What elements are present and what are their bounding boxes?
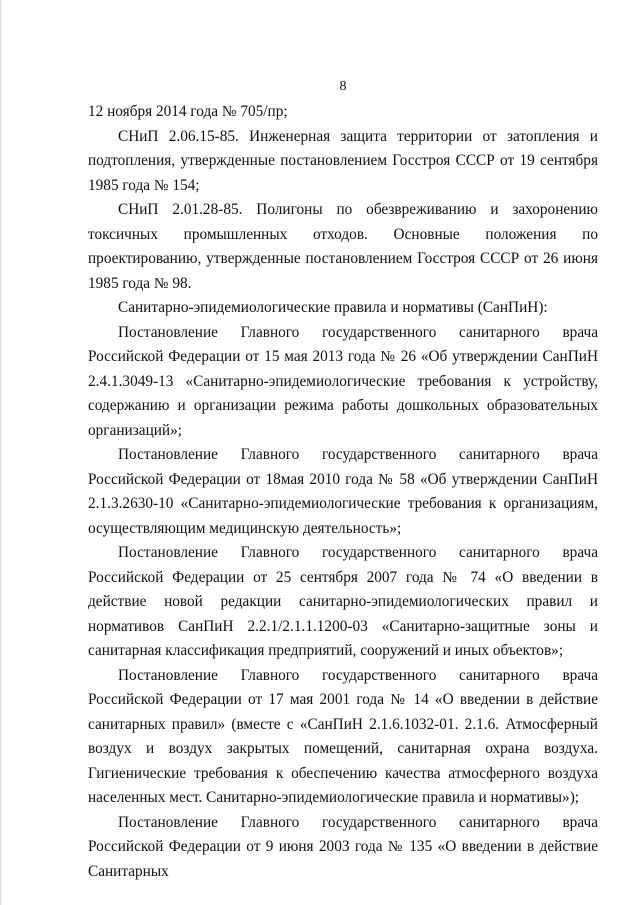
paragraph: Санитарно-эпидемиологические правила и нормативы (СанПиН):	[118, 299, 548, 316]
paragraph: Постановление Главного государственного санитарного врача Российской Федерации от 15 мая 2013 года № 26 «Об утверждении СанПиН 2.4.1.3049-13 «Санитарно-эпидемиологические требования к устройству, содержанию и организации режима работы дошкольных образовательных организаций»;	[88, 323, 598, 439]
scan-left-edge	[0, 0, 2, 905]
paragraph: Постановление Главного государственного санитарного врача Российской Федерации от 17 мая 2001 года № 14 «О введении в действие санитарных правил» (вместе с «СанПиН 2.1.6.1032-01. 2.1.6. Атмосферный воздух и воздух закрытых помещений, санитарная охрана воздуха. Гигиенические требования к обеспечению качества атмосферного воздуха населенных мест. Санитарно-эпидемиологические правила и нормативы»);	[88, 666, 598, 806]
paragraph: 12 ноября 2014 года № 705/пр;	[88, 103, 288, 120]
paragraph: Постановление Главного государственного санитарного врача Российской Федерации от 18мая 2010 года № 58 «Об утверждении СанПиН 2.1.3.2630-10 «Санитарно-эпидемиологические требования к организациям, осуществляющим медицинскую деятельность»;	[88, 446, 598, 537]
page-number: 8	[339, 79, 347, 94]
document-body	[88, 100, 598, 884]
paragraph: СНиП 2.01.28-85. Полигоны по обезвреживанию и захоронению токсичных промышленных отходов. Основные положения по проектированию, утвержденные постановлением Госстроя СССР от 26 июня 1985 года № 98.	[88, 201, 598, 292]
paragraph: Постановление Главного государственного санитарного врача Российской Федерации от 25 сентября 2007 года № 74 «О введении в действие новой редакции санитарно-эпидемиологических правил и нормативов СанПиН 2.2.1/2.1.1.1200-03 «Санитарно-защитные зоны и санитарная классификация предприятий, сооружений и иных объектов»;	[88, 544, 598, 659]
paragraph: СНиП 2.06.15-85. Инженерная защита территории от затопления и подтопления, утвержденные постановлением Госстроя СССР от 19 сентября 1985 года № 154;	[88, 127, 598, 194]
paragraph: Постановление Главного государственного санитарного врача Российской Федерации от 9 июня 2003 года № 135 «О введении в действие Санитарных	[88, 813, 598, 880]
